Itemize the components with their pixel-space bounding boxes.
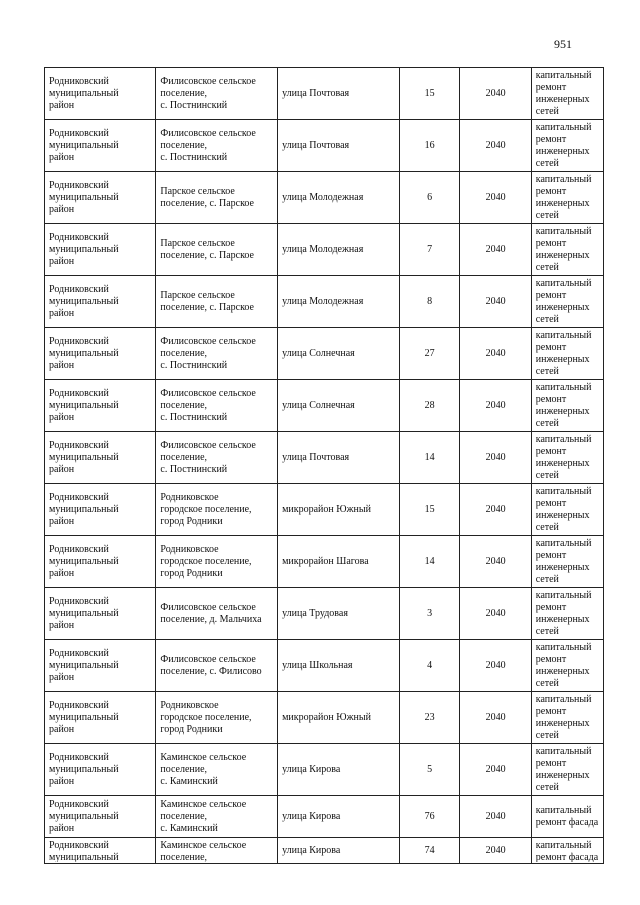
street-cell-text: улица Кирова (282, 811, 341, 822)
district-cell (45, 536, 156, 588)
work-type-cell (531, 838, 603, 864)
house-number-cell (399, 484, 459, 536)
street-cell (278, 484, 400, 536)
street-cell-text: улица Молодежная (282, 244, 364, 255)
house-number-cell-text: 28 (424, 400, 435, 411)
street-cell-text: улица Кирова (282, 845, 341, 856)
work-type-cell (531, 120, 603, 172)
street-cell-text: улица Школьная (282, 660, 353, 671)
street-cell (278, 380, 400, 432)
capital-repair-table (44, 67, 604, 864)
house-number-cell (399, 432, 459, 484)
settlement-cell (156, 172, 278, 224)
house-number-cell-text: 15 (424, 88, 435, 99)
settlement-cell-text: Парское сельское поселение, с. Парское (160, 290, 254, 313)
district-cell (45, 120, 156, 172)
district-cell-text: Родниковский муниципальный район (49, 180, 119, 215)
settlement-cell-text: Филисовское сельское поселение, с. Постнинский (160, 76, 256, 111)
table-row (45, 172, 604, 224)
year-cell (459, 276, 531, 328)
street-cell-text: улица Почтовая (282, 88, 350, 99)
street-cell-text: улица Почтовая (282, 452, 350, 463)
district-cell (45, 380, 156, 432)
work-type-cell-text: капитальный ремонт инженерных сетей (535, 434, 592, 481)
street-cell-text: улица Трудовая (282, 608, 348, 619)
street-cell-text: микрорайон Южный (282, 504, 371, 515)
district-cell (45, 276, 156, 328)
year-cell-text: 2040 (485, 764, 506, 775)
house-number-cell (399, 588, 459, 640)
house-number-cell (399, 796, 459, 838)
district-cell-text: Родниковский муниципальный район (49, 388, 119, 423)
settlement-cell (156, 588, 278, 640)
district-cell-text: Родниковский муниципальный район (49, 76, 119, 111)
work-type-cell-text: капитальный ремонт инженерных сетей (535, 642, 592, 689)
table-row (45, 796, 604, 838)
work-type-cell (531, 224, 603, 276)
table-row (45, 744, 604, 796)
district-cell-text: Родниковский муниципальный район (49, 799, 119, 834)
settlement-cell-text: Каминское сельское поселение, с. Каминский (160, 752, 247, 787)
district-cell (45, 838, 156, 864)
year-cell-text: 2040 (485, 296, 506, 307)
settlement-cell (156, 432, 278, 484)
street-cell (278, 276, 400, 328)
work-type-cell-text: капитальный ремонт инженерных сетей (535, 174, 592, 221)
settlement-cell-text: Филисовское сельское поселение, с. Постнинский (160, 128, 256, 163)
work-type-cell-text: капитальный ремонт инженерных сетей (535, 538, 592, 585)
street-cell (278, 536, 400, 588)
street-cell (278, 172, 400, 224)
street-cell (278, 796, 400, 838)
table-row (45, 120, 604, 172)
district-cell-text: Родниковский муниципальный район (49, 232, 119, 267)
street-cell (278, 224, 400, 276)
settlement-cell (156, 120, 278, 172)
settlement-cell-text: Филисовское сельское поселение, с. Постнинский (160, 440, 256, 475)
settlement-cell-text: Каминское сельское поселение, с. Каминский (160, 799, 247, 834)
settlement-cell (156, 380, 278, 432)
year-cell-text: 2040 (485, 452, 506, 463)
settlement-cell (156, 838, 278, 864)
district-cell-text: Родниковский муниципальный район (49, 700, 119, 735)
street-cell-text: улица Молодежная (282, 296, 364, 307)
work-type-cell (531, 68, 603, 120)
district-cell-text: Родниковский муниципальный район (49, 336, 119, 371)
settlement-cell (156, 276, 278, 328)
house-number-cell-text: 74 (424, 845, 435, 856)
district-cell-text: Родниковский муниципальный район (49, 492, 119, 527)
year-cell (459, 484, 531, 536)
year-cell-text: 2040 (485, 556, 506, 567)
year-cell (459, 588, 531, 640)
house-number-cell-text: 8 (427, 296, 433, 307)
house-number-cell (399, 172, 459, 224)
year-cell (459, 68, 531, 120)
street-cell (278, 68, 400, 120)
year-cell-text: 2040 (485, 504, 506, 515)
street-cell-text: микрорайон Шагова (282, 556, 369, 567)
district-cell (45, 68, 156, 120)
settlement-cell-text: Родниковское городское поселение, город Родники (160, 700, 252, 735)
district-cell (45, 484, 156, 536)
street-cell (278, 640, 400, 692)
street-cell-text: улица Солнечная (282, 348, 355, 359)
work-type-cell-text: капитальный ремонт инженерных сетей (535, 330, 592, 377)
street-cell-text: улица Кирова (282, 764, 341, 775)
work-type-cell (531, 328, 603, 380)
table-row (45, 276, 604, 328)
house-number-cell-text: 4 (427, 660, 433, 671)
work-type-cell (531, 432, 603, 484)
street-cell-text: микрорайон Южный (282, 712, 371, 723)
house-number-cell (399, 68, 459, 120)
house-number-cell (399, 692, 459, 744)
table-row (45, 838, 604, 864)
house-number-cell-text: 6 (427, 192, 433, 203)
settlement-cell-text: Каминское сельское поселение, (160, 840, 247, 862)
table-row (45, 536, 604, 588)
year-cell (459, 536, 531, 588)
house-number-cell (399, 744, 459, 796)
house-number-cell-text: 14 (424, 452, 435, 463)
year-cell-text: 2040 (485, 712, 506, 723)
district-cell-text: Родниковский муниципальный район (49, 752, 119, 787)
street-cell (278, 120, 400, 172)
work-type-cell (531, 796, 603, 838)
year-cell (459, 380, 531, 432)
house-number-cell-text: 7 (427, 244, 433, 255)
year-cell (459, 796, 531, 838)
table-row (45, 484, 604, 536)
district-cell-text: Родниковский муниципальный (49, 840, 119, 862)
work-type-cell (531, 172, 603, 224)
district-cell-text: Родниковский муниципальный район (49, 284, 119, 319)
street-cell-text: улица Солнечная (282, 400, 355, 411)
work-type-cell-text: капитальный ремонт инженерных сетей (535, 70, 592, 117)
work-type-cell (531, 588, 603, 640)
work-type-cell (531, 744, 603, 796)
table-row (45, 640, 604, 692)
street-cell-text: улица Почтовая (282, 140, 350, 151)
district-cell-text: Родниковский муниципальный район (49, 544, 119, 579)
work-type-cell-text: капитальный ремонт инженерных сетей (535, 746, 592, 793)
year-cell-text: 2040 (485, 88, 506, 99)
district-cell (45, 640, 156, 692)
table-row (45, 224, 604, 276)
district-cell (45, 796, 156, 838)
year-cell (459, 744, 531, 796)
settlement-cell-text: Родниковское городское поселение, город Родники (160, 544, 252, 579)
district-cell (45, 588, 156, 640)
house-number-cell (399, 380, 459, 432)
table-body (45, 68, 604, 864)
district-cell (45, 744, 156, 796)
year-cell-text: 2040 (485, 811, 506, 822)
year-cell-text: 2040 (485, 608, 506, 619)
street-cell (278, 588, 400, 640)
work-type-cell-text: капитальный ремонт фасада (535, 840, 599, 862)
settlement-cell-text: Филисовское сельское поселение, д. Мальчиха (160, 602, 262, 625)
year-cell (459, 120, 531, 172)
year-cell-text: 2040 (485, 244, 506, 255)
settlement-cell (156, 484, 278, 536)
settlement-cell (156, 328, 278, 380)
settlement-cell-text: Родниковское городское поселение, город Родники (160, 492, 252, 527)
work-type-cell-text: капитальный ремонт инженерных сетей (535, 226, 592, 273)
year-cell (459, 432, 531, 484)
settlement-cell-text: Филисовское сельское поселение, с. Постнинский (160, 388, 256, 423)
settlement-cell-text: Парское сельское поселение, с. Парское (160, 186, 254, 209)
year-cell (459, 692, 531, 744)
street-cell (278, 328, 400, 380)
house-number-cell-text: 15 (424, 504, 435, 515)
house-number-cell-text: 23 (424, 712, 435, 723)
district-cell-text: Родниковский муниципальный район (49, 128, 119, 163)
table-row (45, 328, 604, 380)
year-cell (459, 640, 531, 692)
house-number-cell-text: 27 (424, 348, 435, 359)
district-cell (45, 692, 156, 744)
table-row (45, 692, 604, 744)
house-number-cell-text: 3 (427, 608, 433, 619)
year-cell (459, 328, 531, 380)
table-row (45, 380, 604, 432)
house-number-cell (399, 120, 459, 172)
year-cell (459, 172, 531, 224)
page-number: 951 (554, 37, 572, 51)
street-cell (278, 692, 400, 744)
house-number-cell (399, 328, 459, 380)
settlement-cell (156, 68, 278, 120)
work-type-cell-text: капитальный ремонт инженерных сетей (535, 122, 592, 169)
street-cell (278, 838, 400, 864)
work-type-cell (531, 640, 603, 692)
work-type-cell-text: капитальный ремонт инженерных сетей (535, 486, 592, 533)
street-cell-text: улица Молодежная (282, 192, 364, 203)
house-number-cell (399, 224, 459, 276)
work-type-cell-text: капитальный ремонт инженерных сетей (535, 382, 592, 429)
house-number-cell (399, 838, 459, 864)
house-number-cell (399, 276, 459, 328)
settlement-cell (156, 224, 278, 276)
street-cell (278, 744, 400, 796)
district-cell (45, 432, 156, 484)
year-cell (459, 224, 531, 276)
house-number-cell (399, 536, 459, 588)
work-type-cell-text: капитальный ремонт инженерных сетей (535, 278, 592, 325)
work-type-cell (531, 276, 603, 328)
district-cell-text: Родниковский муниципальный район (49, 440, 119, 475)
house-number-cell-text: 16 (424, 140, 435, 151)
year-cell-text: 2040 (485, 348, 506, 359)
house-number-cell-text: 5 (427, 764, 433, 775)
work-type-cell (531, 692, 603, 744)
year-cell-text: 2040 (485, 400, 506, 411)
settlement-cell (156, 640, 278, 692)
work-type-cell (531, 536, 603, 588)
house-number-cell (399, 640, 459, 692)
table-row (45, 588, 604, 640)
table-row (45, 432, 604, 484)
year-cell-text: 2040 (485, 192, 506, 203)
work-type-cell-text: капитальный ремонт фасада (535, 805, 599, 828)
table-row (45, 68, 604, 120)
year-cell-text: 2040 (485, 140, 506, 151)
settlement-cell-text: Филисовское сельское поселение, с. Постнинский (160, 336, 256, 371)
district-cell (45, 172, 156, 224)
settlement-cell-text: Филисовское сельское поселение, с. Филисово (160, 654, 262, 677)
work-type-cell-text: капитальный ремонт инженерных сетей (535, 590, 592, 637)
settlement-cell (156, 692, 278, 744)
settlement-cell (156, 536, 278, 588)
year-cell (459, 838, 531, 864)
year-cell-text: 2040 (485, 660, 506, 671)
district-cell (45, 224, 156, 276)
work-type-cell (531, 380, 603, 432)
work-type-cell-text: капитальный ремонт инженерных сетей (535, 694, 592, 741)
year-cell-text: 2040 (485, 845, 506, 856)
district-cell-text: Родниковский муниципальный район (49, 648, 119, 683)
settlement-cell (156, 744, 278, 796)
house-number-cell-text: 76 (424, 811, 435, 822)
house-number-cell-text: 14 (424, 556, 435, 567)
district-cell (45, 328, 156, 380)
settlement-cell-text: Парское сельское поселение, с. Парское (160, 238, 254, 261)
district-cell-text: Родниковский муниципальный район (49, 596, 119, 631)
settlement-cell (156, 796, 278, 838)
work-type-cell (531, 484, 603, 536)
street-cell (278, 432, 400, 484)
